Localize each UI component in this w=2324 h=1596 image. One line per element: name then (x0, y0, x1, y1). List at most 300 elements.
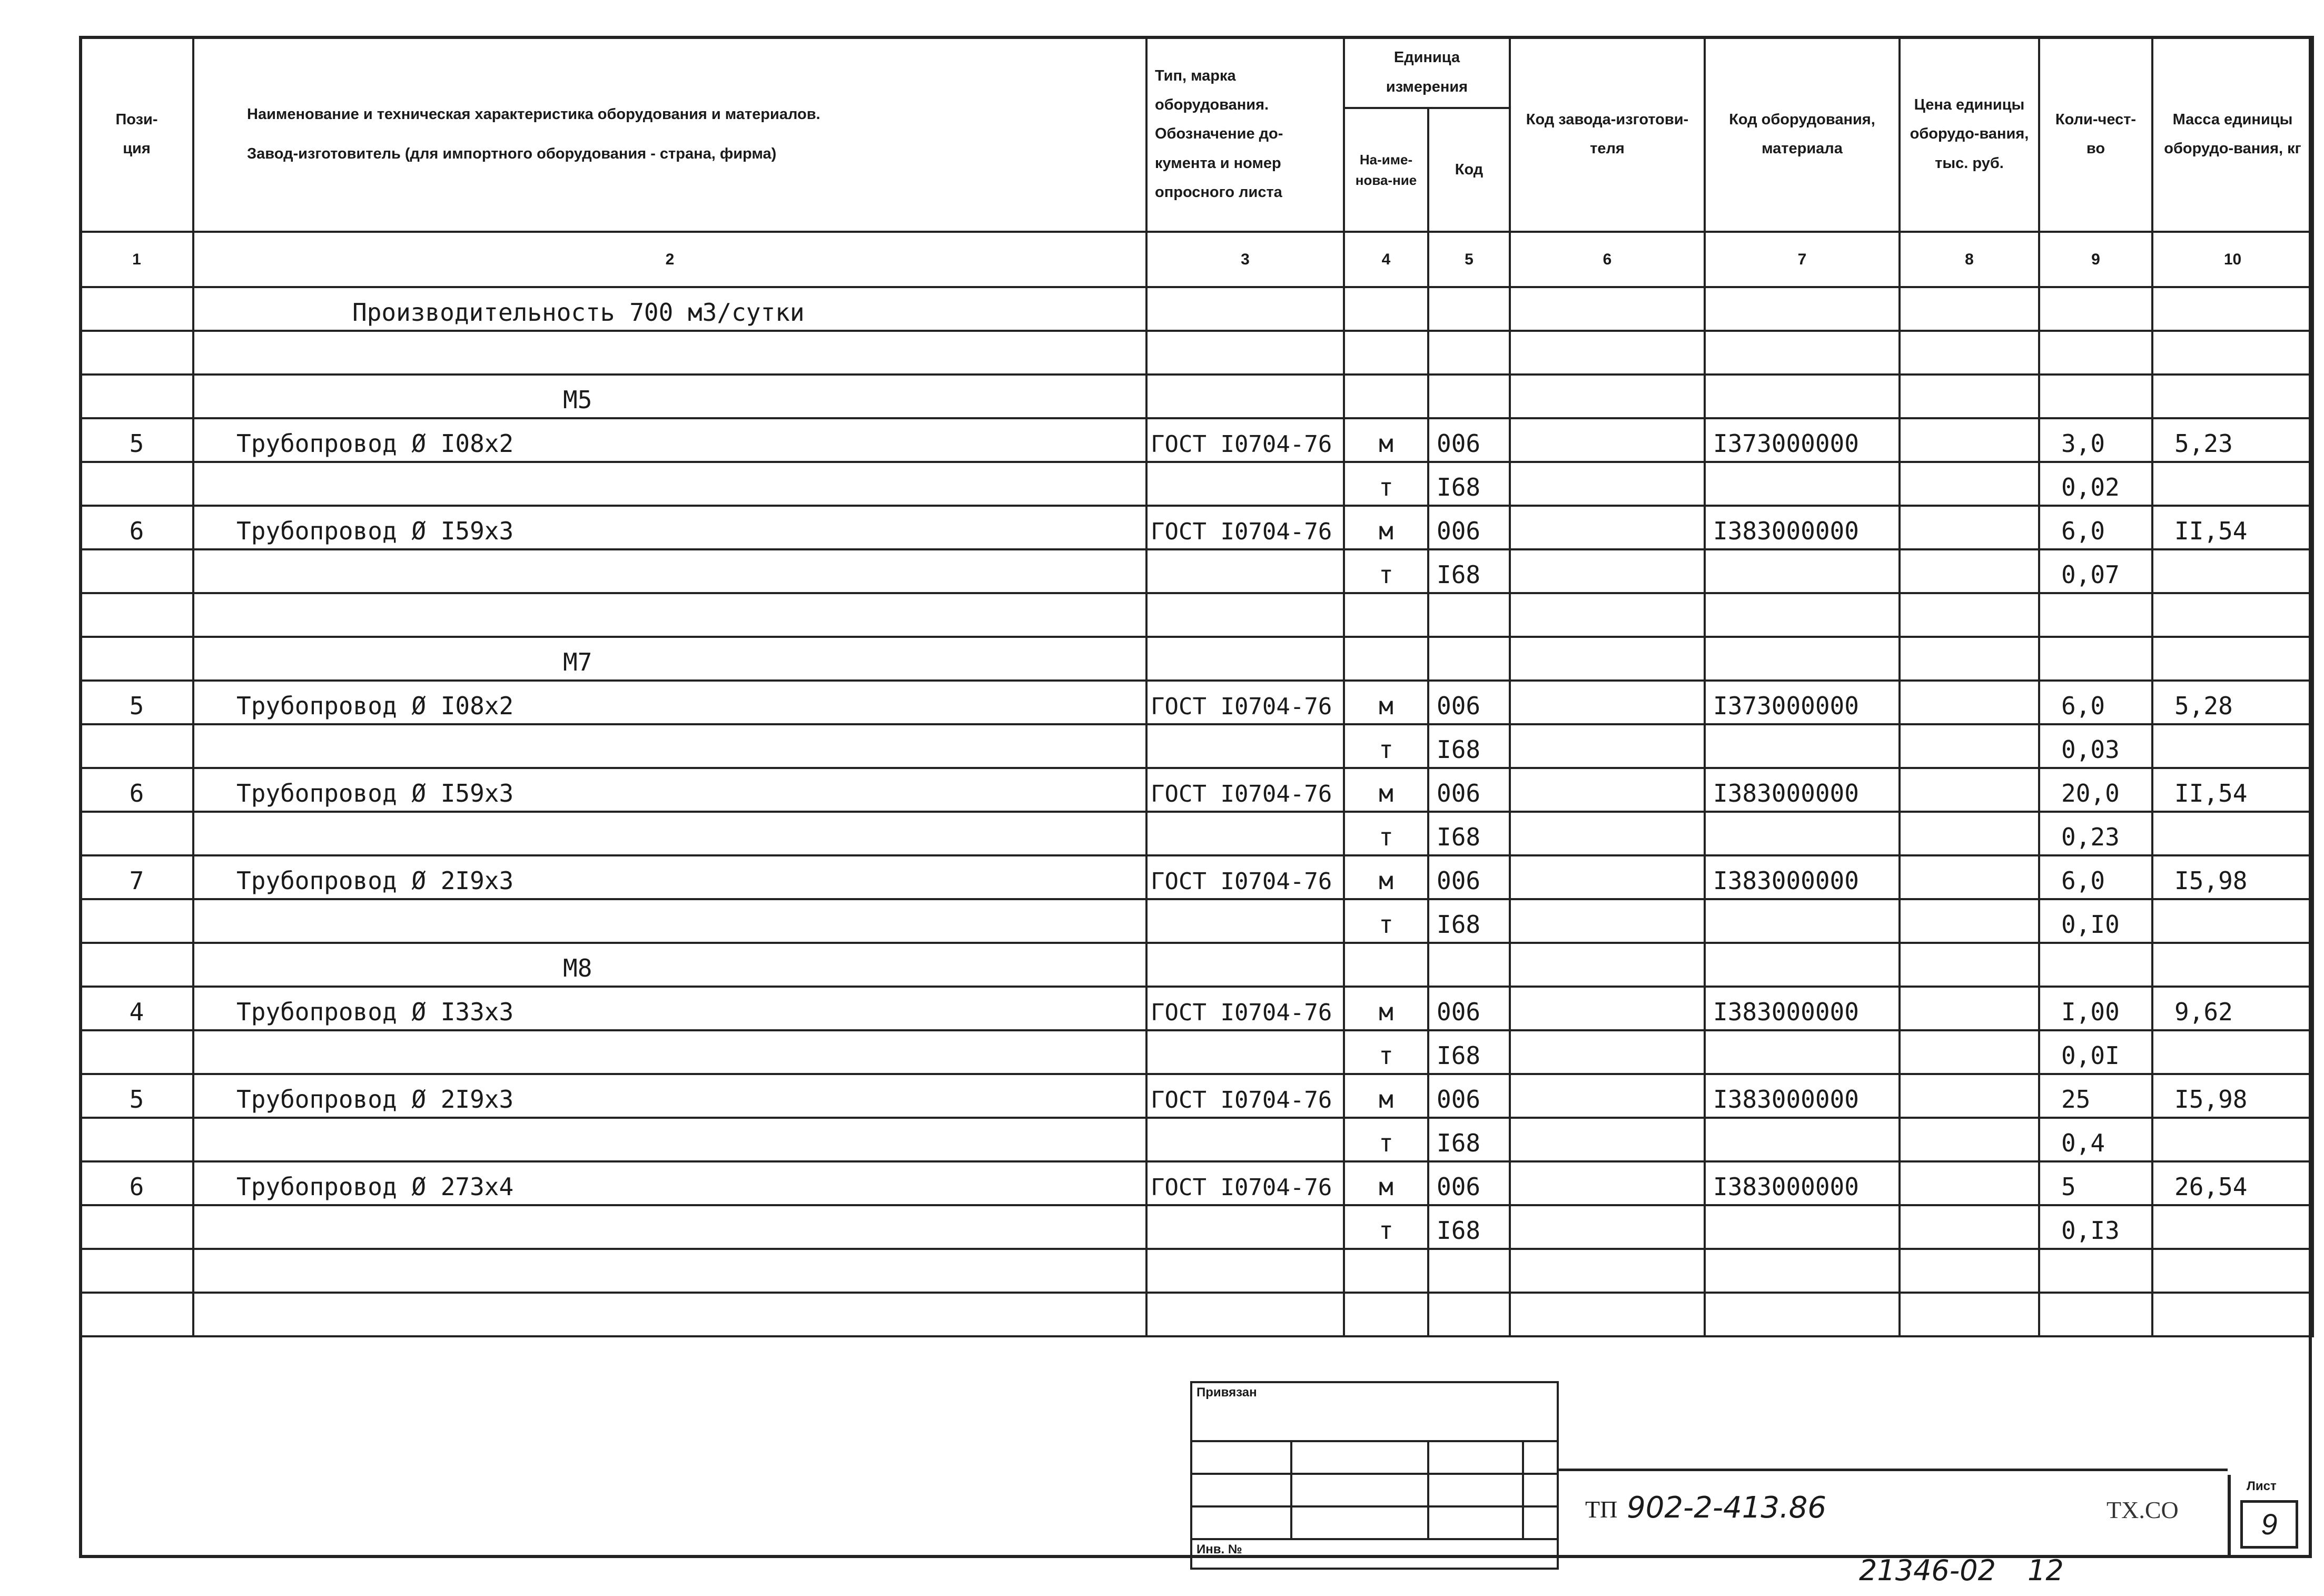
cell-price (1900, 418, 2039, 462)
cell-mass: I5,98 (2152, 855, 2313, 899)
cell-quantity (2039, 637, 2152, 681)
cell-type (1146, 899, 1344, 943)
cell-mass (2152, 1030, 2313, 1074)
cell-quantity (2039, 331, 2152, 375)
cell-mass (2152, 812, 2313, 855)
cell-name (193, 1293, 1146, 1336)
column-number: 7 (1705, 232, 1900, 287)
cell-quantity: I,00 (2039, 987, 2152, 1030)
cell-price (1900, 1249, 2039, 1293)
cell-name: Трубопровод Ø 2I9x3 (193, 855, 1146, 899)
cell-unit-code: I68 (1428, 724, 1510, 768)
cell-plant-code (1510, 418, 1705, 462)
cell-type (1146, 593, 1344, 637)
cell-name: Трубопровод Ø 273x4 (193, 1161, 1146, 1205)
cell-type: ГОСТ I0704-76 (1146, 1161, 1344, 1205)
cell-unit-name: т (1344, 724, 1428, 768)
cell-material-code: I383000000 (1705, 1074, 1900, 1118)
cell-price (1900, 1118, 2039, 1161)
cell-mass (2152, 1293, 2313, 1336)
section-row (80, 375, 2313, 418)
cell-unit-code: 006 (1428, 1074, 1510, 1118)
sheet-label: Лист (2247, 1479, 2277, 1493)
table-row (80, 899, 2313, 943)
cell-position (80, 1293, 193, 1336)
attachment-stamp (1190, 1381, 1559, 1570)
table-row (80, 1118, 2313, 1161)
section-code: ТХ.СО (2107, 1496, 2179, 1523)
cell-mass (2152, 1118, 2313, 1161)
cell-position (80, 899, 193, 943)
column-number: 10 (2152, 232, 2313, 287)
cell-name (193, 1030, 1146, 1074)
cell-position: 6 (80, 1161, 193, 1205)
table-row (80, 506, 2313, 549)
cell-type (1146, 549, 1344, 593)
cell-quantity: 0,4 (2039, 1118, 2152, 1161)
cell-mass (2152, 899, 2313, 943)
cell-quantity (2039, 943, 2152, 987)
cell-material-code (1705, 724, 1900, 768)
document-code-value: 902-2-413.86 (1627, 1491, 1827, 1525)
stamp-inv-label: Инв. № (1191, 1539, 1558, 1569)
cell-unit-code (1428, 943, 1510, 987)
cell-plant-code (1510, 462, 1705, 506)
cell-unit-name: м (1344, 506, 1428, 549)
cell-type (1146, 462, 1344, 506)
column-number: 6 (1510, 232, 1705, 287)
cell-unit-code (1428, 593, 1510, 637)
cell-price (1900, 1161, 2039, 1205)
cell-unit-code: I68 (1428, 899, 1510, 943)
cell-plant-code (1510, 287, 1705, 331)
cell-mass (2152, 375, 2313, 418)
cell-plant-code (1510, 1161, 1705, 1205)
cell-quantity: 0,I0 (2039, 899, 2152, 943)
sheet-number: 9 (2240, 1500, 2298, 1549)
cell-position (80, 812, 193, 855)
header-position: Пози- ция (80, 37, 193, 232)
cell-quantity: 5 (2039, 1161, 2152, 1205)
table-row (80, 681, 2313, 724)
header-name-line2: Завод-изготовитель (для импортного оборудования - страна, фирма) (247, 145, 777, 162)
cell-unit-code: I68 (1428, 812, 1510, 855)
cell-unit-name (1344, 375, 1428, 418)
cell-plant-code (1510, 681, 1705, 724)
cell-material-code (1705, 331, 1900, 375)
cell-type (1146, 375, 1344, 418)
cell-material-code (1705, 899, 1900, 943)
cell-position: 5 (80, 418, 193, 462)
cell-unit-name (1344, 593, 1428, 637)
cell-material-code: I383000000 (1705, 987, 1900, 1030)
table-row (80, 812, 2313, 855)
cell-mass (2152, 331, 2313, 375)
cell-mass: 5,23 (2152, 418, 2313, 462)
section-row (80, 943, 2313, 987)
cell-unit-code: 006 (1428, 1161, 1510, 1205)
cell-mass (2152, 593, 2313, 637)
cell-unit-name: т (1344, 549, 1428, 593)
cell-material-code: I383000000 (1705, 855, 1900, 899)
cell-mass: 5,28 (2152, 681, 2313, 724)
cell-price (1900, 462, 2039, 506)
cell-position (80, 637, 193, 681)
cell-mass: I5,98 (2152, 1074, 2313, 1118)
header-type: Тип, марка оборудования. Обозначение до-кумента и номер опросного листа (1146, 37, 1344, 232)
cell-name: Трубопровод Ø 2I9x3 (193, 1074, 1146, 1118)
cell-mass (2152, 1249, 2313, 1293)
cell-position: 7 (80, 855, 193, 899)
cell-price (1900, 1293, 2039, 1336)
cell-material-code (1705, 1205, 1900, 1249)
cell-name (193, 331, 1146, 375)
cell-name (193, 724, 1146, 768)
cell-price (1900, 812, 2039, 855)
cell-material-code (1705, 549, 1900, 593)
cell-unit-code: 006 (1428, 418, 1510, 462)
cell-price (1900, 987, 2039, 1030)
cell-mass: 9,62 (2152, 987, 2313, 1030)
cell-unit-code: 006 (1428, 681, 1510, 724)
cell-material-code: I383000000 (1705, 506, 1900, 549)
header-unit-code: Код (1428, 108, 1510, 232)
cell-type: ГОСТ I0704-76 (1146, 768, 1344, 812)
stamp-attached-label: Привязан (1191, 1382, 1558, 1441)
section-row (80, 287, 2313, 331)
cell-material-code (1705, 1249, 1900, 1293)
cell-name: Трубопровод Ø I08x2 (193, 418, 1146, 462)
cell-unit-name: м (1344, 855, 1428, 899)
cell-plant-code (1510, 593, 1705, 637)
cell-name (193, 1118, 1146, 1161)
cell-position: 6 (80, 506, 193, 549)
cell-position: 5 (80, 1074, 193, 1118)
cell-name: Производительность 700 м3/сутки (193, 287, 1146, 331)
cell-plant-code (1510, 1293, 1705, 1336)
cell-unit-code: I68 (1428, 462, 1510, 506)
cell-mass (2152, 549, 2313, 593)
cell-quantity (2039, 1293, 2152, 1336)
cell-material-code: I383000000 (1705, 1161, 1900, 1205)
cell-unit-code (1428, 1293, 1510, 1336)
cell-unit-name (1344, 637, 1428, 681)
cell-price (1900, 637, 2039, 681)
cell-price (1900, 1074, 2039, 1118)
cell-position: 4 (80, 987, 193, 1030)
header-mass: Масса единицы оборудо-вания, кг (2152, 37, 2313, 232)
cell-plant-code (1510, 375, 1705, 418)
cell-type (1146, 1205, 1344, 1249)
cell-unit-name: м (1344, 681, 1428, 724)
cell-type (1146, 1249, 1344, 1293)
cell-unit-code: 006 (1428, 506, 1510, 549)
cell-name: Трубопровод Ø I33x3 (193, 987, 1146, 1030)
cell-unit-code (1428, 375, 1510, 418)
table-row (80, 549, 2313, 593)
table-row (80, 1205, 2313, 1249)
cell-type (1146, 1030, 1344, 1074)
cell-name: Трубопровод Ø I59x3 (193, 768, 1146, 812)
table-row (80, 1074, 2313, 1118)
cell-unit-name (1344, 943, 1428, 987)
cell-position: 6 (80, 768, 193, 812)
cell-material-code (1705, 812, 1900, 855)
cell-unit-name (1344, 1249, 1428, 1293)
cell-price (1900, 1205, 2039, 1249)
cell-unit-code: I68 (1428, 1205, 1510, 1249)
cell-position (80, 462, 193, 506)
cell-type: ГОСТ I0704-76 (1146, 1074, 1344, 1118)
cell-price (1900, 681, 2039, 724)
cell-position (80, 724, 193, 768)
header-name-line1: Наименование и техническая характеристика оборудования и материалов. (247, 105, 820, 123)
cell-unit-code (1428, 287, 1510, 331)
cell-price (1900, 1030, 2039, 1074)
cell-unit-name: м (1344, 418, 1428, 462)
cell-unit-code: I68 (1428, 1118, 1510, 1161)
column-number: 1 (80, 232, 193, 287)
header-quantity: Коли-чест-во (2039, 37, 2152, 232)
cell-plant-code (1510, 331, 1705, 375)
cell-unit-code (1428, 331, 1510, 375)
archive-number (1859, 1554, 2064, 1587)
cell-quantity (2039, 287, 2152, 331)
cell-unit-name (1344, 331, 1428, 375)
cell-plant-code (1510, 987, 1705, 1030)
cell-unit-name: т (1344, 1118, 1428, 1161)
cell-unit-name: т (1344, 899, 1428, 943)
cell-mass (2152, 637, 2313, 681)
cell-price (1900, 375, 2039, 418)
cell-quantity (2039, 1249, 2152, 1293)
table-row (80, 768, 2313, 812)
header-price: Цена единицы оборудо-вания, тыс. руб. (1900, 37, 2039, 232)
table-row (80, 1161, 2313, 1205)
header-unit-name: На-име-нова-ние (1344, 108, 1428, 232)
cell-quantity: 3,0 (2039, 418, 2152, 462)
cell-unit-name: т (1344, 462, 1428, 506)
document-code-prefix: ТП (1585, 1496, 1618, 1523)
archive-page: 12 (2027, 1554, 2064, 1587)
cell-material-code (1705, 637, 1900, 681)
table-row (80, 724, 2313, 768)
cell-mass (2152, 287, 2313, 331)
cell-position (80, 943, 193, 987)
cell-unit-name (1344, 287, 1428, 331)
cell-position (80, 375, 193, 418)
cell-price (1900, 899, 2039, 943)
blank-row (80, 593, 2313, 637)
cell-material-code: I383000000 (1705, 768, 1900, 812)
cell-price (1900, 549, 2039, 593)
cell-price (1900, 287, 2039, 331)
cell-unit-code: I68 (1428, 549, 1510, 593)
cell-type (1146, 1118, 1344, 1161)
column-number: 3 (1146, 232, 1344, 287)
header-material-code: Код оборудования, материала (1705, 37, 1900, 232)
cell-plant-code (1510, 943, 1705, 987)
sheet-number-box (2228, 1475, 2312, 1558)
cell-material-code (1705, 462, 1900, 506)
cell-plant-code (1510, 1030, 1705, 1074)
cell-unit-code: 006 (1428, 987, 1510, 1030)
cell-price (1900, 331, 2039, 375)
cell-plant-code (1510, 1074, 1705, 1118)
table-row (80, 418, 2313, 462)
cell-price (1900, 593, 2039, 637)
cell-plant-code (1510, 1249, 1705, 1293)
cell-unit-name: т (1344, 1205, 1428, 1249)
table-row (80, 1030, 2313, 1074)
cell-material-code (1705, 375, 1900, 418)
cell-mass (2152, 724, 2313, 768)
blank-row (80, 331, 2313, 375)
cell-price (1900, 943, 2039, 987)
cell-name (193, 462, 1146, 506)
cell-quantity: 6,0 (2039, 855, 2152, 899)
cell-name: М8 (193, 943, 1146, 987)
cell-name (193, 899, 1146, 943)
cell-quantity: 0,07 (2039, 549, 2152, 593)
title-block-divider (1559, 1469, 2228, 1471)
cell-material-code (1705, 1293, 1900, 1336)
cell-mass (2152, 1205, 2313, 1249)
cell-name (193, 812, 1146, 855)
cell-type: ГОСТ I0704-76 (1146, 855, 1344, 899)
cell-material-code (1705, 287, 1900, 331)
cell-plant-code (1510, 549, 1705, 593)
cell-plant-code (1510, 812, 1705, 855)
cell-quantity (2039, 375, 2152, 418)
cell-name (193, 549, 1146, 593)
cell-unit-code (1428, 1249, 1510, 1293)
cell-price (1900, 506, 2039, 549)
cell-material-code (1705, 943, 1900, 987)
cell-plant-code (1510, 506, 1705, 549)
cell-material-code (1705, 1118, 1900, 1161)
cell-quantity: 25 (2039, 1074, 2152, 1118)
cell-unit-name: м (1344, 1074, 1428, 1118)
blank-row (80, 1249, 2313, 1293)
cell-quantity (2039, 593, 2152, 637)
cell-plant-code (1510, 637, 1705, 681)
cell-plant-code (1510, 899, 1705, 943)
cell-type (1146, 812, 1344, 855)
cell-position (80, 1205, 193, 1249)
cell-position: 5 (80, 681, 193, 724)
cell-mass: II,54 (2152, 768, 2313, 812)
cell-position (80, 593, 193, 637)
cell-plant-code (1510, 724, 1705, 768)
column-number: 4 (1344, 232, 1428, 287)
column-number: 9 (2039, 232, 2152, 287)
cell-mass (2152, 462, 2313, 506)
cell-quantity: 0,0I (2039, 1030, 2152, 1074)
cell-unit-name: т (1344, 812, 1428, 855)
cell-position (80, 1118, 193, 1161)
cell-mass: II,54 (2152, 506, 2313, 549)
cell-position (80, 1249, 193, 1293)
cell-type: ГОСТ I0704-76 (1146, 506, 1344, 549)
cell-unit-code (1428, 637, 1510, 681)
column-number: 5 (1428, 232, 1510, 287)
cell-type: ГОСТ I0704-76 (1146, 681, 1344, 724)
cell-material-code: I373000000 (1705, 681, 1900, 724)
cell-unit-name: м (1344, 987, 1428, 1030)
column-number: 2 (193, 232, 1146, 287)
cell-name: Трубопровод Ø I08x2 (193, 681, 1146, 724)
cell-quantity: 20,0 (2039, 768, 2152, 812)
cell-unit-code: I68 (1428, 1030, 1510, 1074)
cell-name: Трубопровод Ø I59x3 (193, 506, 1146, 549)
cell-unit-name (1344, 1293, 1428, 1336)
header-unit: Единица измерения (1344, 37, 1510, 108)
cell-material-code (1705, 593, 1900, 637)
cell-type (1146, 943, 1344, 987)
cell-name (193, 593, 1146, 637)
cell-quantity: 6,0 (2039, 506, 2152, 549)
cell-quantity: 0,03 (2039, 724, 2152, 768)
cell-plant-code (1510, 855, 1705, 899)
cell-type (1146, 724, 1344, 768)
cell-name: М5 (193, 375, 1146, 418)
cell-quantity: 6,0 (2039, 681, 2152, 724)
cell-price (1900, 855, 2039, 899)
section-row (80, 637, 2313, 681)
cell-unit-name: м (1344, 1161, 1428, 1205)
cell-plant-code (1510, 1118, 1705, 1161)
cell-mass (2152, 943, 2313, 987)
cell-type (1146, 331, 1344, 375)
cell-type: ГОСТ I0704-76 (1146, 418, 1344, 462)
archive-number-value: 21346-02 (1859, 1554, 1996, 1587)
cell-price (1900, 768, 2039, 812)
cell-quantity: 0,23 (2039, 812, 2152, 855)
cell-type: ГОСТ I0704-76 (1146, 987, 1344, 1030)
cell-type (1146, 637, 1344, 681)
table-row (80, 855, 2313, 899)
table-row (80, 462, 2313, 506)
column-number: 8 (1900, 232, 2039, 287)
cell-material-code (1705, 1030, 1900, 1074)
cell-unit-name: т (1344, 1030, 1428, 1074)
cell-mass: 26,54 (2152, 1161, 2313, 1205)
cell-quantity: 0,I3 (2039, 1205, 2152, 1249)
cell-position (80, 287, 193, 331)
cell-name (193, 1205, 1146, 1249)
document-code (1585, 1491, 1826, 1525)
cell-unit-name: м (1344, 768, 1428, 812)
table-row (80, 987, 2313, 1030)
cell-plant-code (1510, 1205, 1705, 1249)
cell-unit-code: 006 (1428, 855, 1510, 899)
specification-table (79, 36, 2314, 1337)
specification-body (80, 287, 2313, 1336)
cell-name: М7 (193, 637, 1146, 681)
cell-material-code: I373000000 (1705, 418, 1900, 462)
cell-name (193, 1249, 1146, 1293)
cell-position (80, 1030, 193, 1074)
cell-position (80, 549, 193, 593)
cell-type (1146, 1293, 1344, 1336)
cell-unit-code: 006 (1428, 768, 1510, 812)
header-name (193, 37, 1146, 232)
cell-position (80, 331, 193, 375)
cell-plant-code (1510, 768, 1705, 812)
blank-row (80, 1293, 2313, 1336)
cell-price (1900, 724, 2039, 768)
